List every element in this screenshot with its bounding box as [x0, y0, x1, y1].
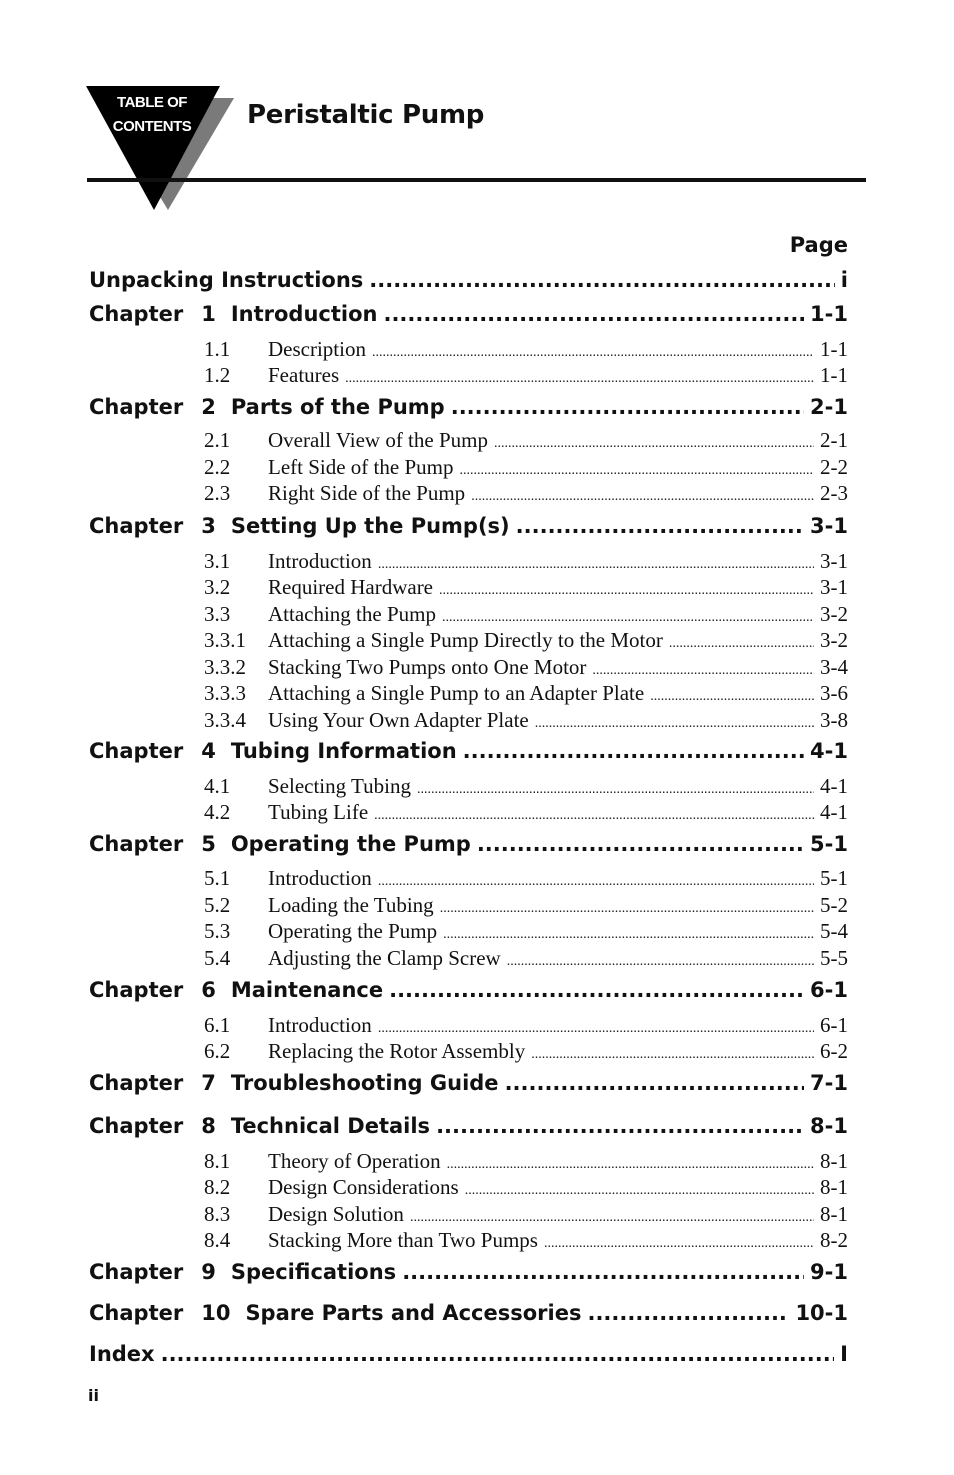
- section-number: 8.2: [204, 1175, 231, 1199]
- dot-leader: [389, 978, 804, 1002]
- toc-section-entry[interactable]: [204, 893, 848, 918]
- toc-section-entry[interactable]: [204, 1228, 848, 1253]
- section-title: Operating the Pump: [268, 919, 438, 943]
- dot-leader: [374, 808, 814, 824]
- document-title: Peristaltic Pump: [247, 100, 485, 130]
- chapter-word: Chapter: [89, 832, 184, 856]
- section-title: Using Your Own Adapter Plate: [268, 708, 529, 732]
- toc-chapter-entry[interactable]: [89, 1071, 848, 1095]
- badge-line-1: TABLE OF: [117, 94, 187, 111]
- entry-title: Index: [89, 1342, 155, 1366]
- dot-leader: [463, 739, 804, 763]
- chapter-word: Chapter: [89, 739, 184, 763]
- section-page: 3-8: [820, 708, 848, 732]
- toc-section-entry[interactable]: [204, 337, 848, 362]
- toc-section-entry[interactable]: [204, 866, 848, 891]
- toc-section-entry[interactable]: [204, 455, 848, 480]
- section-number: 2.1: [204, 428, 231, 452]
- section-title: Introduction: [268, 866, 372, 890]
- toc-section-entry[interactable]: [204, 1013, 848, 1038]
- dot-leader: [442, 610, 814, 626]
- section-title: Required Hardware: [268, 575, 434, 599]
- toc-chapter-entry[interactable]: [89, 302, 848, 326]
- section-number: 3.1: [204, 549, 231, 573]
- section-number: 8.3: [204, 1202, 231, 1226]
- section-page: 3-1: [820, 575, 848, 599]
- toc-section-entry[interactable]: [204, 575, 848, 600]
- chapter-title: Troubleshooting Guide: [230, 1071, 499, 1095]
- chapter-number: 6: [201, 978, 216, 1002]
- section-title: Attaching a Single Pump to an Adapter Plate: [268, 681, 645, 705]
- section-page: 4-1: [820, 800, 848, 824]
- dot-leader: [451, 395, 804, 419]
- footer-page-number: ii: [88, 1386, 99, 1405]
- section-number: 1.1: [204, 337, 231, 361]
- toc-section-entry[interactable]: [204, 681, 848, 706]
- chapter-title: Specifications: [230, 1260, 397, 1284]
- chapter-page: 10-1: [795, 1301, 848, 1325]
- section-page: 1-1: [820, 363, 848, 387]
- dot-leader: [507, 954, 814, 970]
- toc-badge: [84, 84, 234, 214]
- dot-leader: [378, 1021, 814, 1037]
- toc-section-entry[interactable]: [204, 1149, 848, 1174]
- chapter-title: Introduction: [230, 302, 378, 326]
- section-number: 4.1: [204, 774, 231, 798]
- toc-section-entry[interactable]: [204, 1202, 848, 1227]
- chapter-title: Setting Up the Pump(s): [230, 514, 510, 538]
- chapter-title: Tubing Information: [230, 739, 457, 763]
- dot-leader: [383, 302, 804, 326]
- chapter-number: 3: [201, 514, 216, 538]
- toc-section-entry[interactable]: [204, 655, 848, 680]
- section-number: 8.1: [204, 1149, 231, 1173]
- section-title: Tubing Life: [268, 800, 369, 824]
- badge-text: [108, 91, 196, 139]
- toc-chapter-entry[interactable]: [89, 739, 848, 763]
- toc-section-entry[interactable]: [204, 549, 848, 574]
- section-page: 2-2: [820, 455, 848, 479]
- chapter-page: 3-1: [810, 514, 848, 538]
- chapter-page: 4-1: [810, 739, 848, 763]
- section-number: 5.4: [204, 946, 231, 970]
- chapter-page: 8-1: [810, 1114, 848, 1138]
- dot-leader: [345, 371, 814, 387]
- toc-section-entry[interactable]: [204, 1175, 848, 1200]
- section-title: Introduction: [268, 1013, 372, 1037]
- toc-section-entry[interactable]: [204, 628, 848, 653]
- section-title: Left Side of the Pump: [268, 455, 454, 479]
- section-title: Adjusting the Clamp Screw: [268, 946, 501, 970]
- section-number: 3.3: [204, 602, 231, 626]
- section-number: 3.3.1: [204, 628, 246, 652]
- chapter-number: 9: [201, 1260, 216, 1284]
- section-number: 8.4: [204, 1228, 231, 1252]
- section-title: Stacking Two Pumps onto One Motor: [268, 655, 587, 679]
- chapter-page: 1-1: [810, 302, 848, 326]
- chapter-title: Parts of the Pump: [230, 395, 445, 419]
- chapter-word: Chapter: [89, 1071, 184, 1095]
- dot-leader: [592, 663, 814, 679]
- section-number: 3.2: [204, 575, 231, 599]
- section-page: 6-1: [820, 1013, 848, 1037]
- section-title: Right Side of the Pump: [268, 481, 466, 505]
- chapter-number: 5: [201, 832, 216, 856]
- section-number: 3.3.2: [204, 655, 246, 679]
- chapter-word: Chapter: [89, 514, 184, 538]
- dot-leader: [544, 1236, 814, 1252]
- title-rule: [87, 178, 866, 182]
- section-page: 5-4: [820, 919, 848, 943]
- toc-chapter-entry[interactable]: [89, 395, 848, 419]
- dot-leader: [161, 1342, 835, 1366]
- section-page: 8-1: [820, 1202, 848, 1226]
- section-number: 3.3.3: [204, 681, 246, 705]
- dot-leader: [436, 1114, 804, 1138]
- chapter-word: Chapter: [89, 395, 184, 419]
- dot-leader: [494, 436, 814, 452]
- section-page: 8-1: [820, 1149, 848, 1173]
- section-title: Theory of Operation: [268, 1149, 441, 1173]
- dot-leader: [471, 489, 814, 505]
- dot-leader: [650, 689, 814, 705]
- section-number: 1.2: [204, 363, 231, 387]
- section-title: Features: [268, 363, 340, 387]
- entry-title: Unpacking Instructions: [89, 268, 364, 292]
- section-title: Introduction: [268, 549, 372, 573]
- chapter-word: Chapter: [89, 978, 184, 1002]
- toc-chapter-entry[interactable]: [89, 1301, 848, 1325]
- dot-leader: [443, 927, 814, 943]
- section-page: 3-2: [820, 602, 848, 626]
- toc-section-entry[interactable]: [204, 428, 848, 453]
- toc-section-entry[interactable]: [204, 919, 848, 944]
- section-number: 5.2: [204, 893, 231, 917]
- chapter-number: 1: [201, 302, 216, 326]
- dot-leader: [372, 345, 814, 361]
- section-page: 8-1: [820, 1175, 848, 1199]
- dot-leader: [369, 268, 835, 292]
- chapter-number: 4: [201, 739, 216, 763]
- section-page: 5-1: [820, 866, 848, 890]
- section-title: Design Solution: [268, 1202, 404, 1226]
- section-page: 8-2: [820, 1228, 848, 1252]
- section-title: Overall View of the Pump: [268, 428, 488, 452]
- toc-top-entry[interactable]: [89, 268, 848, 292]
- dot-leader: [531, 1047, 814, 1063]
- chapter-word: Chapter: [89, 1114, 184, 1138]
- dot-leader: [378, 557, 814, 573]
- section-number: 2.2: [204, 455, 231, 479]
- section-title: Description: [268, 337, 366, 361]
- section-number: 2.3: [204, 481, 231, 505]
- toc-section-entry[interactable]: [204, 363, 848, 388]
- toc-chapter-entry[interactable]: [89, 978, 848, 1002]
- chapter-title: Operating the Pump: [230, 832, 471, 856]
- section-page: 5-5: [820, 946, 848, 970]
- dot-leader: [402, 1260, 804, 1284]
- section-number: 5.3: [204, 919, 231, 943]
- section-title: Attaching the Pump: [268, 602, 436, 626]
- section-title: Replacing the Rotor Assembly: [268, 1039, 526, 1063]
- toc-section-entry[interactable]: [204, 946, 848, 971]
- chapter-number: 10: [201, 1301, 231, 1325]
- dot-leader: [410, 1210, 814, 1226]
- toc-chapter-entry[interactable]: [89, 1260, 848, 1284]
- section-number: 4.2: [204, 800, 231, 824]
- dot-leader: [505, 1071, 804, 1095]
- section-page: 2-3: [820, 481, 848, 505]
- toc-section-entry[interactable]: [204, 708, 848, 733]
- toc-section-entry[interactable]: [204, 800, 848, 825]
- chapter-word: Chapter: [89, 1301, 184, 1325]
- toc-chapter-entry[interactable]: [89, 514, 848, 538]
- section-title: Design Considerations: [268, 1175, 459, 1199]
- page-column-heading: Page: [789, 233, 848, 257]
- chapter-page: 7-1: [810, 1071, 848, 1095]
- dot-leader: [439, 583, 814, 599]
- chapter-title: Maintenance: [230, 978, 384, 1002]
- dot-leader: [669, 636, 814, 652]
- section-page: 4-1: [820, 774, 848, 798]
- section-page: 3-2: [820, 628, 848, 652]
- chapter-word: Chapter: [89, 302, 184, 326]
- dot-leader: [378, 874, 814, 890]
- toc-section-entry[interactable]: [204, 602, 848, 627]
- dot-leader: [447, 1157, 814, 1173]
- chapter-page: 2-1: [810, 395, 848, 419]
- dot-leader: [465, 1183, 814, 1199]
- chapter-title: Technical Details: [230, 1114, 431, 1138]
- section-number: 5.1: [204, 866, 231, 890]
- section-page: 2-1: [820, 428, 848, 452]
- section-page: 1-1: [820, 337, 848, 361]
- dot-leader: [516, 514, 804, 538]
- section-page: 3-6: [820, 681, 848, 705]
- toc-section-entry[interactable]: [204, 774, 848, 799]
- dot-leader: [459, 463, 814, 479]
- section-number: 6.2: [204, 1039, 231, 1063]
- badge-line-2: CONTENTS: [112, 118, 192, 135]
- dot-leader: [477, 832, 804, 856]
- section-page: 6-2: [820, 1039, 848, 1063]
- toc-chapter-entry[interactable]: [89, 1114, 848, 1138]
- toc-section-entry[interactable]: [204, 481, 848, 506]
- section-page: 3-4: [820, 655, 848, 679]
- dot-leader: [417, 782, 814, 798]
- chapter-number: 8: [201, 1114, 216, 1138]
- section-number: 6.1: [204, 1013, 231, 1037]
- chapter-number: 7: [201, 1071, 216, 1095]
- section-title: Selecting Tubing: [268, 774, 411, 798]
- chapter-page: 5-1: [810, 832, 848, 856]
- chapter-title: Spare Parts and Accessories: [245, 1301, 582, 1325]
- chapter-number: 2: [201, 395, 216, 419]
- section-page: 3-1: [820, 549, 848, 573]
- dot-leader: [440, 901, 814, 917]
- chapter-page: 9-1: [810, 1260, 848, 1284]
- dot-leader: [535, 716, 814, 732]
- chapter-page: 6-1: [810, 978, 848, 1002]
- section-title: Attaching a Single Pump Directly to the Motor: [268, 628, 663, 652]
- section-title: Stacking More than Two Pumps: [268, 1228, 538, 1252]
- toc-section-entry[interactable]: [204, 1039, 848, 1064]
- dot-leader: [587, 1301, 789, 1325]
- toc-top-entry[interactable]: [89, 1342, 848, 1366]
- chapter-word: Chapter: [89, 1260, 184, 1284]
- section-title: Loading the Tubing: [268, 893, 434, 917]
- toc-chapter-entry[interactable]: [89, 832, 848, 856]
- entry-page: I: [840, 1342, 848, 1366]
- section-number: 3.3.4: [204, 708, 246, 732]
- section-page: 5-2: [820, 893, 848, 917]
- entry-page: i: [840, 268, 848, 292]
